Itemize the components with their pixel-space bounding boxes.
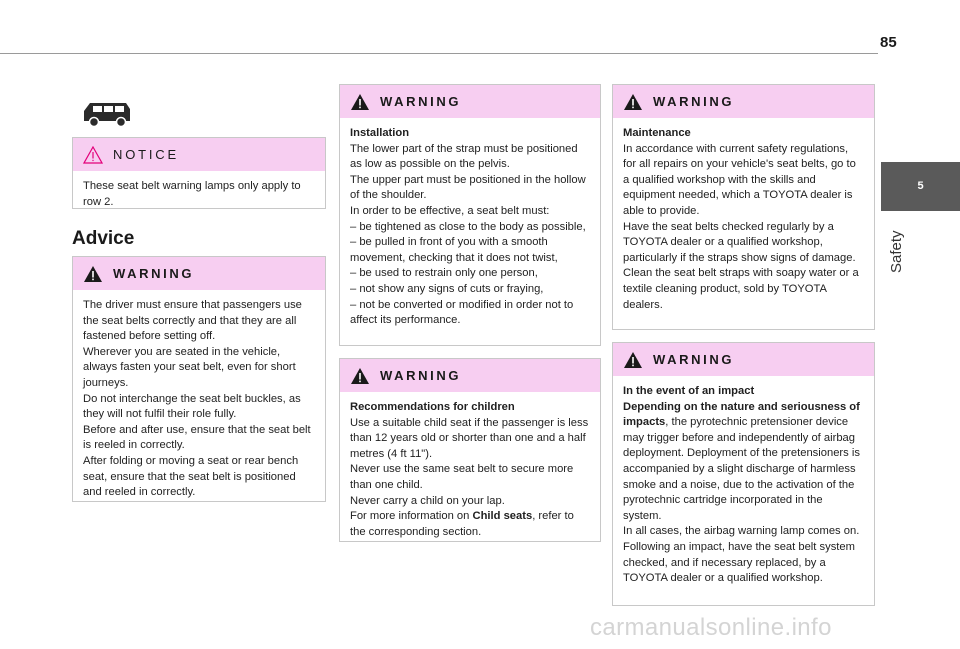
warning-header bbox=[340, 359, 600, 392]
notice-triangle-icon bbox=[83, 146, 103, 164]
warning-line: – not show any signs of cuts or fraying, bbox=[350, 282, 544, 295]
warning-subheading: Recommendations for children bbox=[350, 401, 515, 413]
warning-header bbox=[340, 85, 600, 118]
warning-triangle-icon bbox=[350, 93, 370, 111]
warning-header bbox=[613, 85, 874, 118]
watermark: carmanualsonline.info bbox=[590, 614, 832, 641]
notice-header bbox=[73, 138, 325, 171]
warning-line: The upper part must be positioned in the hollow of the shoulder. bbox=[350, 173, 586, 202]
warning-line: Wherever you are seated in the vehicle, always fasten your seat belt, even for short journeys. bbox=[83, 345, 296, 389]
warning-title: WARNING bbox=[380, 368, 462, 383]
warning-box-impact bbox=[612, 342, 875, 606]
child-seats-link[interactable]: Child seats bbox=[472, 510, 533, 523]
page-number: 85 bbox=[880, 34, 897, 51]
warning-box-installation bbox=[339, 84, 601, 346]
warning-line: The lower part of the strap must be positioned as low as possible on the pelvis. bbox=[350, 142, 578, 171]
warning-subheading: In the event of an impact bbox=[623, 385, 755, 397]
warning-line: After folding or moving a seat or rear bench seat, ensure that the seat belt is positioned and reeled in correctly. bbox=[83, 454, 299, 499]
warning-line: – be tightened as close to the body as possible, bbox=[350, 220, 586, 233]
warning-header bbox=[73, 257, 325, 290]
warning-box-children bbox=[339, 358, 601, 542]
warning-line: Have the seat belts checked regularly by a TOYOTA dealer or a qualified workshop, particularly if the straps show signs of damage. bbox=[623, 220, 856, 264]
notice-text: These seat belt warning lamps only apply to row 2. bbox=[83, 180, 301, 208]
notice-box bbox=[72, 137, 326, 209]
warning-title: WARNING bbox=[380, 94, 462, 109]
warning-subheading: Maintenance bbox=[623, 127, 691, 139]
chapter-number: 5 bbox=[917, 180, 924, 192]
chapter-title: Safety bbox=[888, 230, 905, 273]
warning-line: Before and after use, ensure that the seat belt is reeled in correctly. bbox=[83, 423, 311, 452]
warning-triangle-icon bbox=[623, 351, 643, 369]
section-heading: Advice bbox=[72, 228, 135, 249]
header-rule bbox=[0, 53, 878, 54]
warning-line: In order to be effective, a seat belt must: bbox=[350, 204, 550, 217]
warning-reference: For more information on Child seats, refer to the corresponding section. bbox=[350, 510, 574, 538]
warning-body bbox=[613, 118, 874, 313]
vehicle-seat-row-icon bbox=[82, 97, 132, 129]
warning-subheading: Installation bbox=[350, 127, 410, 139]
chapter-tab[interactable] bbox=[881, 162, 960, 211]
warning-line: Clean the seat belt straps with soapy water or a textile cleaning product, sold by TOYOTA dealers. bbox=[623, 267, 859, 311]
warning-line: Use a suitable child seat if the passenger is less than 12 years old or shorter than one and a half metres (4 ft 11"). bbox=[350, 416, 589, 460]
warning-body bbox=[73, 290, 325, 501]
warning-body bbox=[340, 392, 600, 540]
warning-line: Never carry a child on your lap. bbox=[350, 494, 505, 507]
warning-line: In all cases, the airbag warning lamp comes on. bbox=[623, 525, 860, 538]
warning-line: Depending on the nature and seriousness of impacts, the pyrotechnic pretensioner device may trigger before and independently of airbag deployment. Deployment of the pretensioners is accompanied by a slight discharge of harmless smoke and a noise, due to the activation of the pyrotechnic cartridge incorporated in the system. bbox=[623, 400, 860, 522]
warning-box-seatbelt-use bbox=[72, 256, 326, 502]
warning-triangle-icon bbox=[623, 93, 643, 111]
warning-triangle-icon bbox=[350, 367, 370, 385]
warning-line: The driver must ensure that passengers use the seat belts correctly and that they are all fastened before setting off. bbox=[83, 299, 302, 343]
warning-header bbox=[613, 343, 874, 376]
notice-title: NOTICE bbox=[113, 147, 179, 162]
warning-body bbox=[613, 376, 874, 587]
warning-body bbox=[340, 118, 600, 329]
warning-line: – be pulled in front of you with a smooth movement, checking that it does not twist, bbox=[350, 236, 558, 264]
warning-box-maintenance bbox=[612, 84, 875, 330]
warning-line: Do not interchange the seat belt buckles, as they will not fulfil their role fully. bbox=[83, 392, 301, 421]
warning-line: Following an impact, have the seat belt system checked, and if necessary replaced, by a TOYOTA dealer or a qualified workshop. bbox=[623, 540, 855, 585]
warning-title: WARNING bbox=[653, 352, 735, 367]
warning-title: WARNING bbox=[653, 94, 735, 109]
warning-line: Never use the same seat belt to secure more than one child. bbox=[350, 463, 574, 491]
warning-line: – not be converted or modified in order not to affect its performance. bbox=[350, 298, 574, 327]
warning-title: WARNING bbox=[113, 266, 195, 281]
warning-triangle-icon bbox=[83, 265, 103, 283]
warning-line: In accordance with current safety regulations, for all repairs on your vehicle's seat belts, go to a qualified workshop with the skills and equipment needed, which a TOYOTA dealer is able to provide. bbox=[623, 142, 856, 217]
warning-line: – be used to restrain only one person, bbox=[350, 267, 538, 280]
